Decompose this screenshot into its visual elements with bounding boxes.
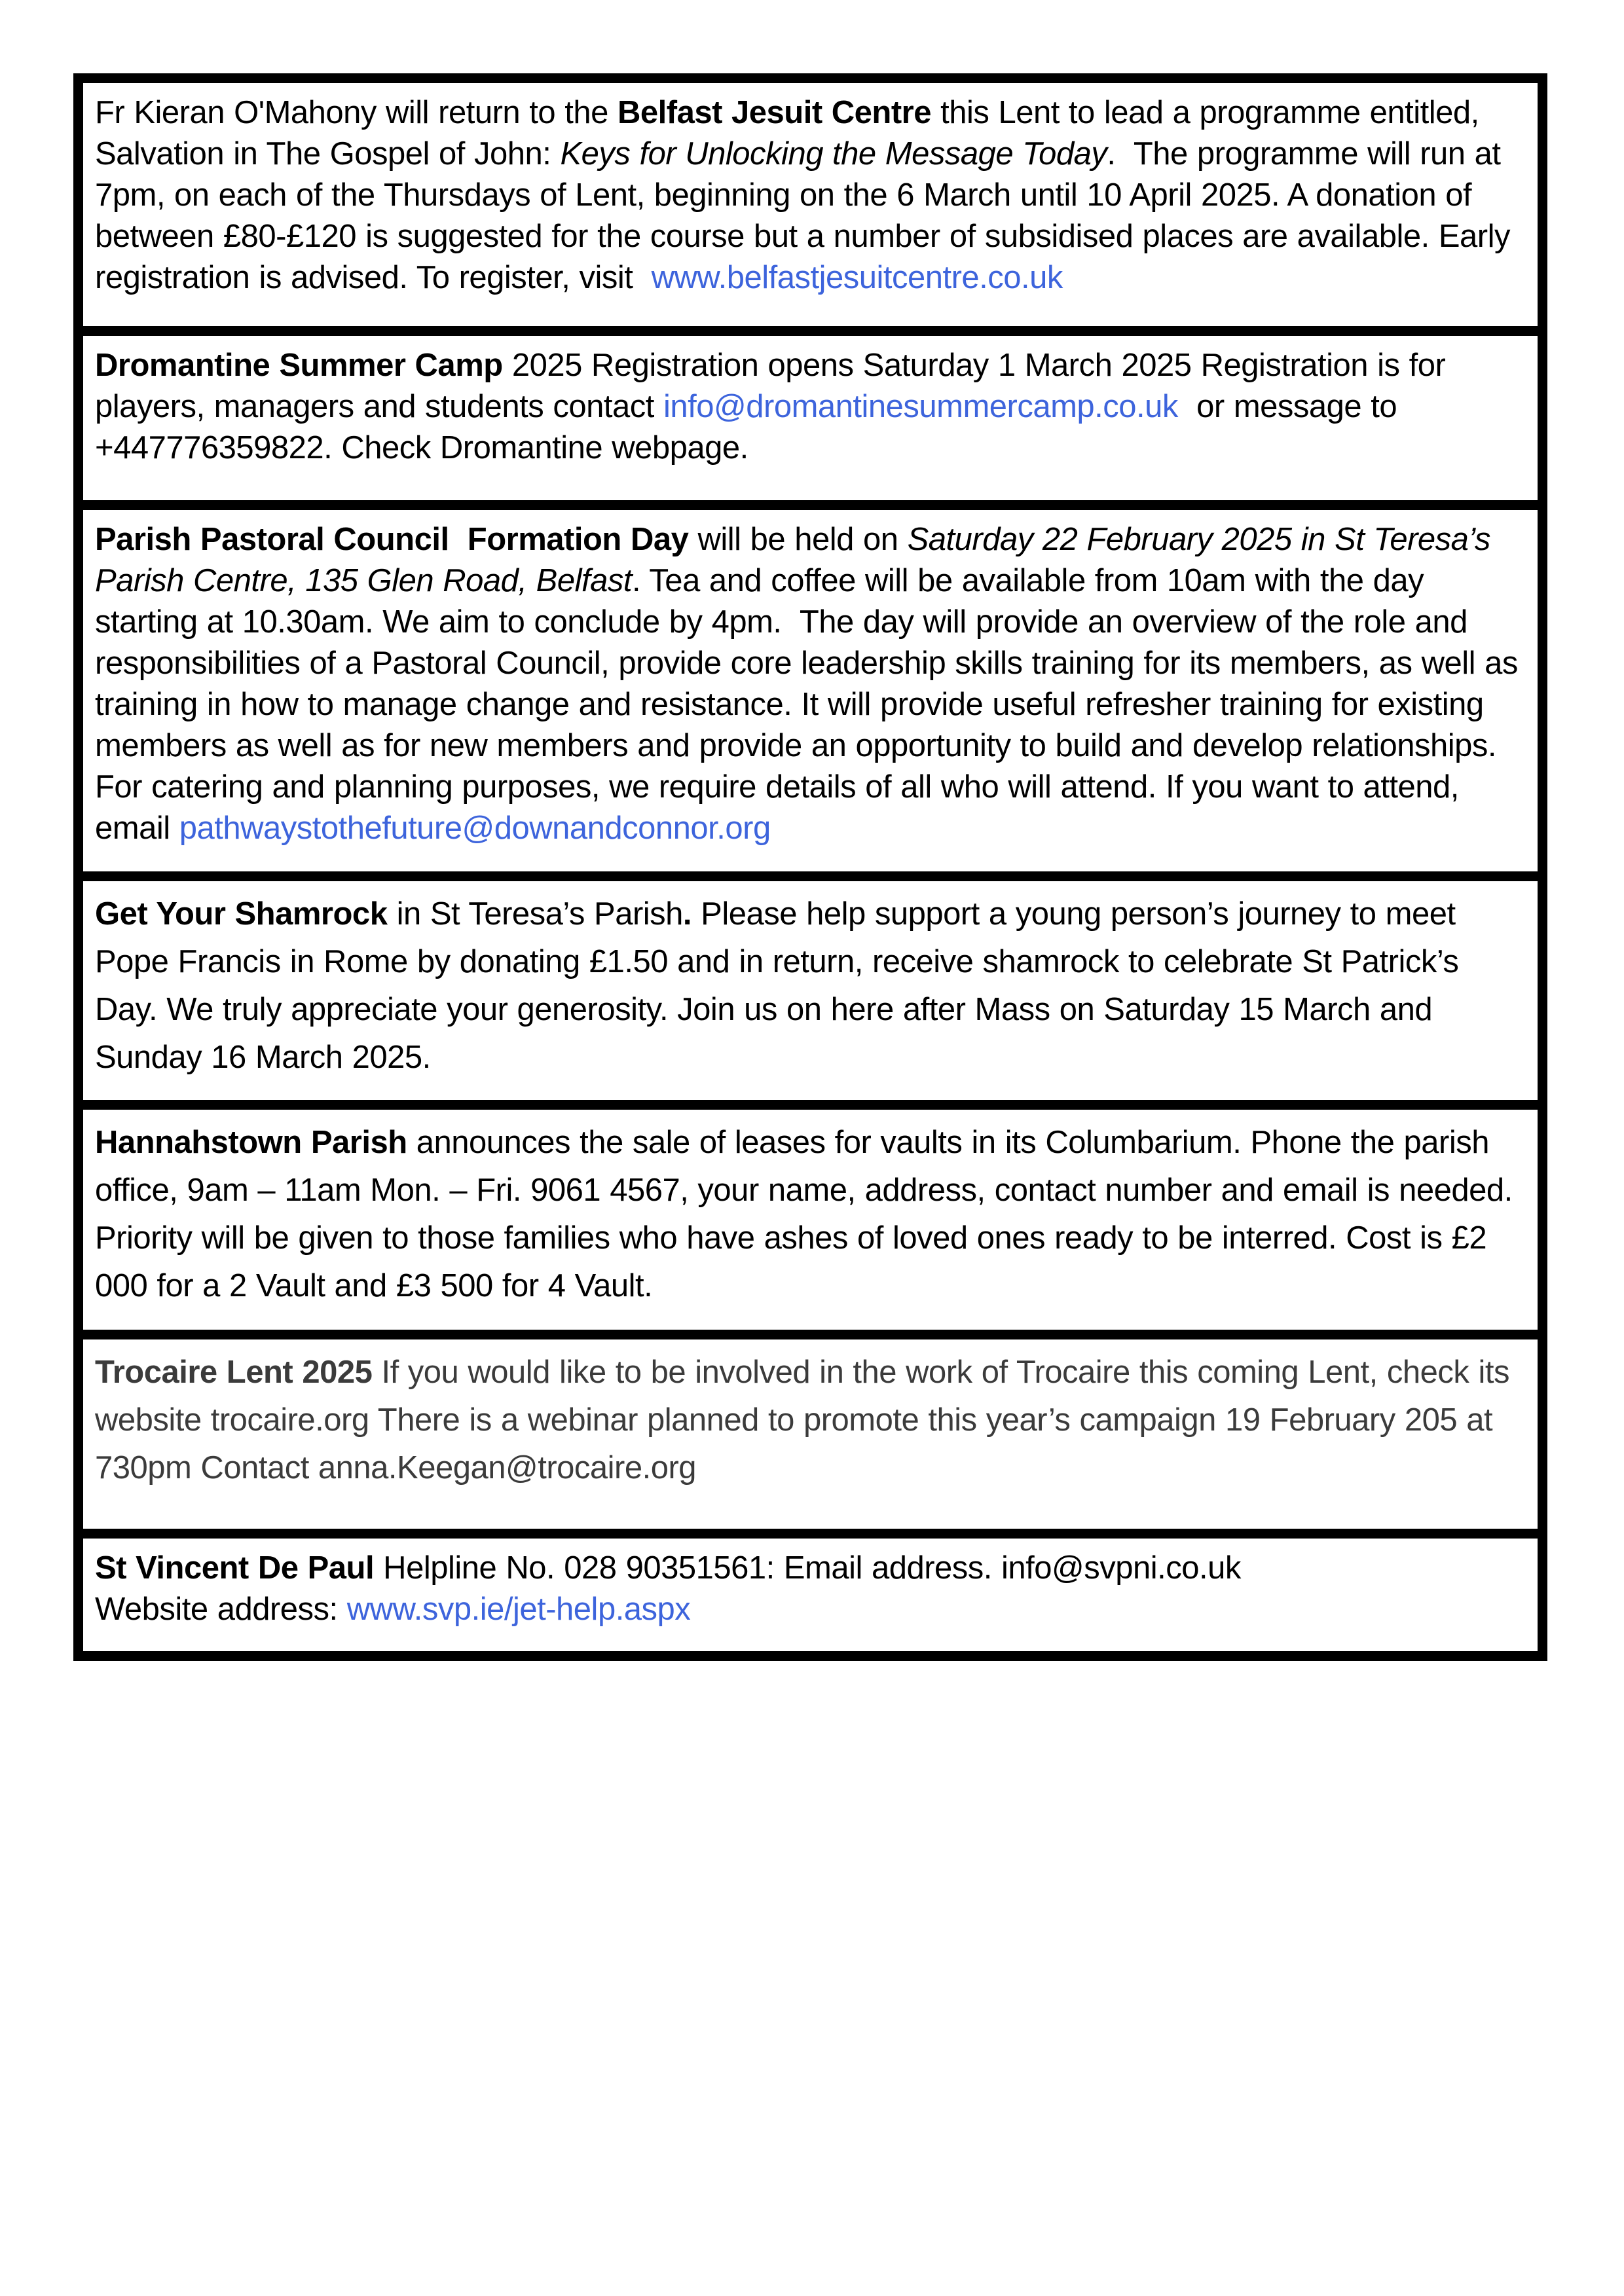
text-run-bold: Trocaire Lent 2025 bbox=[95, 1355, 373, 1390]
notice-hannahstown-parish bbox=[83, 1100, 1538, 1330]
text-run-normal: . The programme will run at 7pm, on each of the Thursdays of Lent, beginning on the 6 March until 10 April 2025. A donation of between £80-£120 is suggested for the course but a number of subsidised places are available. Early registration is advised. To register, visit bbox=[95, 136, 1510, 295]
text-run-normal: or message to +447776359822. Check Dromantine webpage. bbox=[95, 389, 1397, 465]
text-run-bold: . bbox=[682, 896, 692, 932]
notice-st-vincent-de-paul bbox=[83, 1529, 1538, 1651]
text-run-bold: Belfast Jesuit Centre bbox=[618, 95, 931, 130]
text-run-bold: Hannahstown Parish bbox=[95, 1125, 407, 1160]
text-run-normal: Helpline No. 028 90351561: Email address. info@svpni.co.uk bbox=[374, 1550, 1241, 1586]
link-svp-website[interactable]: www.svp.ie/jet-help.aspx bbox=[346, 1592, 691, 1627]
text-run-normal: 2025 Registration opens Saturday 1 March 2025 Registration is for players, managers and students contact bbox=[95, 348, 1446, 424]
notice-stack bbox=[73, 73, 1547, 1661]
notice-get-your-shamrock bbox=[83, 871, 1538, 1100]
text-run-normal: will be held on bbox=[688, 522, 908, 557]
text-run-bold: Parish Pastoral Council Formation Day bbox=[95, 522, 689, 557]
text-run-normal: If you would like to be involved in the work of Trocaire this coming Lent, check its website trocaire.org There is a webinar planned to promote this year’s campaign 19 February 205 at 730pm Contact anna.Keegan@trocaire.org bbox=[95, 1355, 1509, 1485]
notice-dromantine-summer-camp bbox=[83, 326, 1538, 500]
text-run-normal: Website address: bbox=[95, 1592, 347, 1627]
text-run-normal: . Tea and coffee will be available from 10am with the day starting at 10.30am. We aim to conclude by 4pm. The day will provide an overview of the role and responsibilities of a Pastoral Council, provide core leadership skills training for its members, as well as training in how to manage change and resistance. It will provide useful refresher training for existing members as well as for new members and provide an opportunity to build and develop relationships. For catering and planning purposes, we require details of all who will attend. If you want to attend, email bbox=[95, 563, 1518, 846]
text-run-italic: Saturday 22 February 2025 in St Teresa’s Parish Centre, 135 Glen Road, Belfast bbox=[95, 522, 1490, 598]
text-run-normal: announces the sale of leases for vaults in its Columbarium. Phone the parish office, 9am – 11am Mon. – Fri. 9061 4567, your name, address, contact number and email is needed. Priority will be given to those families who have ashes of loved ones ready to be interred. Cost is £2 000 for a 2 Vault and £3 500 for 4 Vault. bbox=[95, 1125, 1513, 1303]
link-belfastjesuitcentre[interactable]: www.belfastjesuitcentre.co.uk bbox=[651, 260, 1063, 295]
text-run-normal: Please help support a young person’s journey to meet Pope Francis in Rome by donating £1.50 and in return, receive shamrock to celebrate St Patrick’s Day. We truly appreciate your generosity. Join us on here after Mass on Saturday 15 March and Sunday 16 March 2025. bbox=[95, 896, 1459, 1075]
text-run-bold: St Vincent De Paul bbox=[95, 1550, 375, 1586]
text-run-normal: in St Teresa’s Parish bbox=[387, 896, 683, 932]
link-pathways-email[interactable]: pathwaystothefuture@downandconnor.org bbox=[179, 811, 771, 846]
text-run-bold: Get Your Shamrock bbox=[95, 896, 388, 932]
text-run-normal: Fr Kieran O'Mahony will return to the bbox=[95, 95, 618, 130]
text-run-bold: Dromantine Summer Camp bbox=[95, 348, 503, 383]
notice-belfast-jesuit-centre bbox=[83, 83, 1538, 326]
link-dromantine-email[interactable]: info@dromantinesummercamp.co.uk bbox=[663, 389, 1178, 424]
text-run-italic: Keys for Unlocking the Message Today bbox=[560, 136, 1107, 172]
notice-trocaire-lent-2025 bbox=[83, 1330, 1538, 1529]
notice-parish-pastoral-council-formation-day bbox=[83, 500, 1538, 871]
text-run-normal: this Lent to lead a programme entitled, Salvation in The Gospel of John: bbox=[95, 95, 1479, 172]
